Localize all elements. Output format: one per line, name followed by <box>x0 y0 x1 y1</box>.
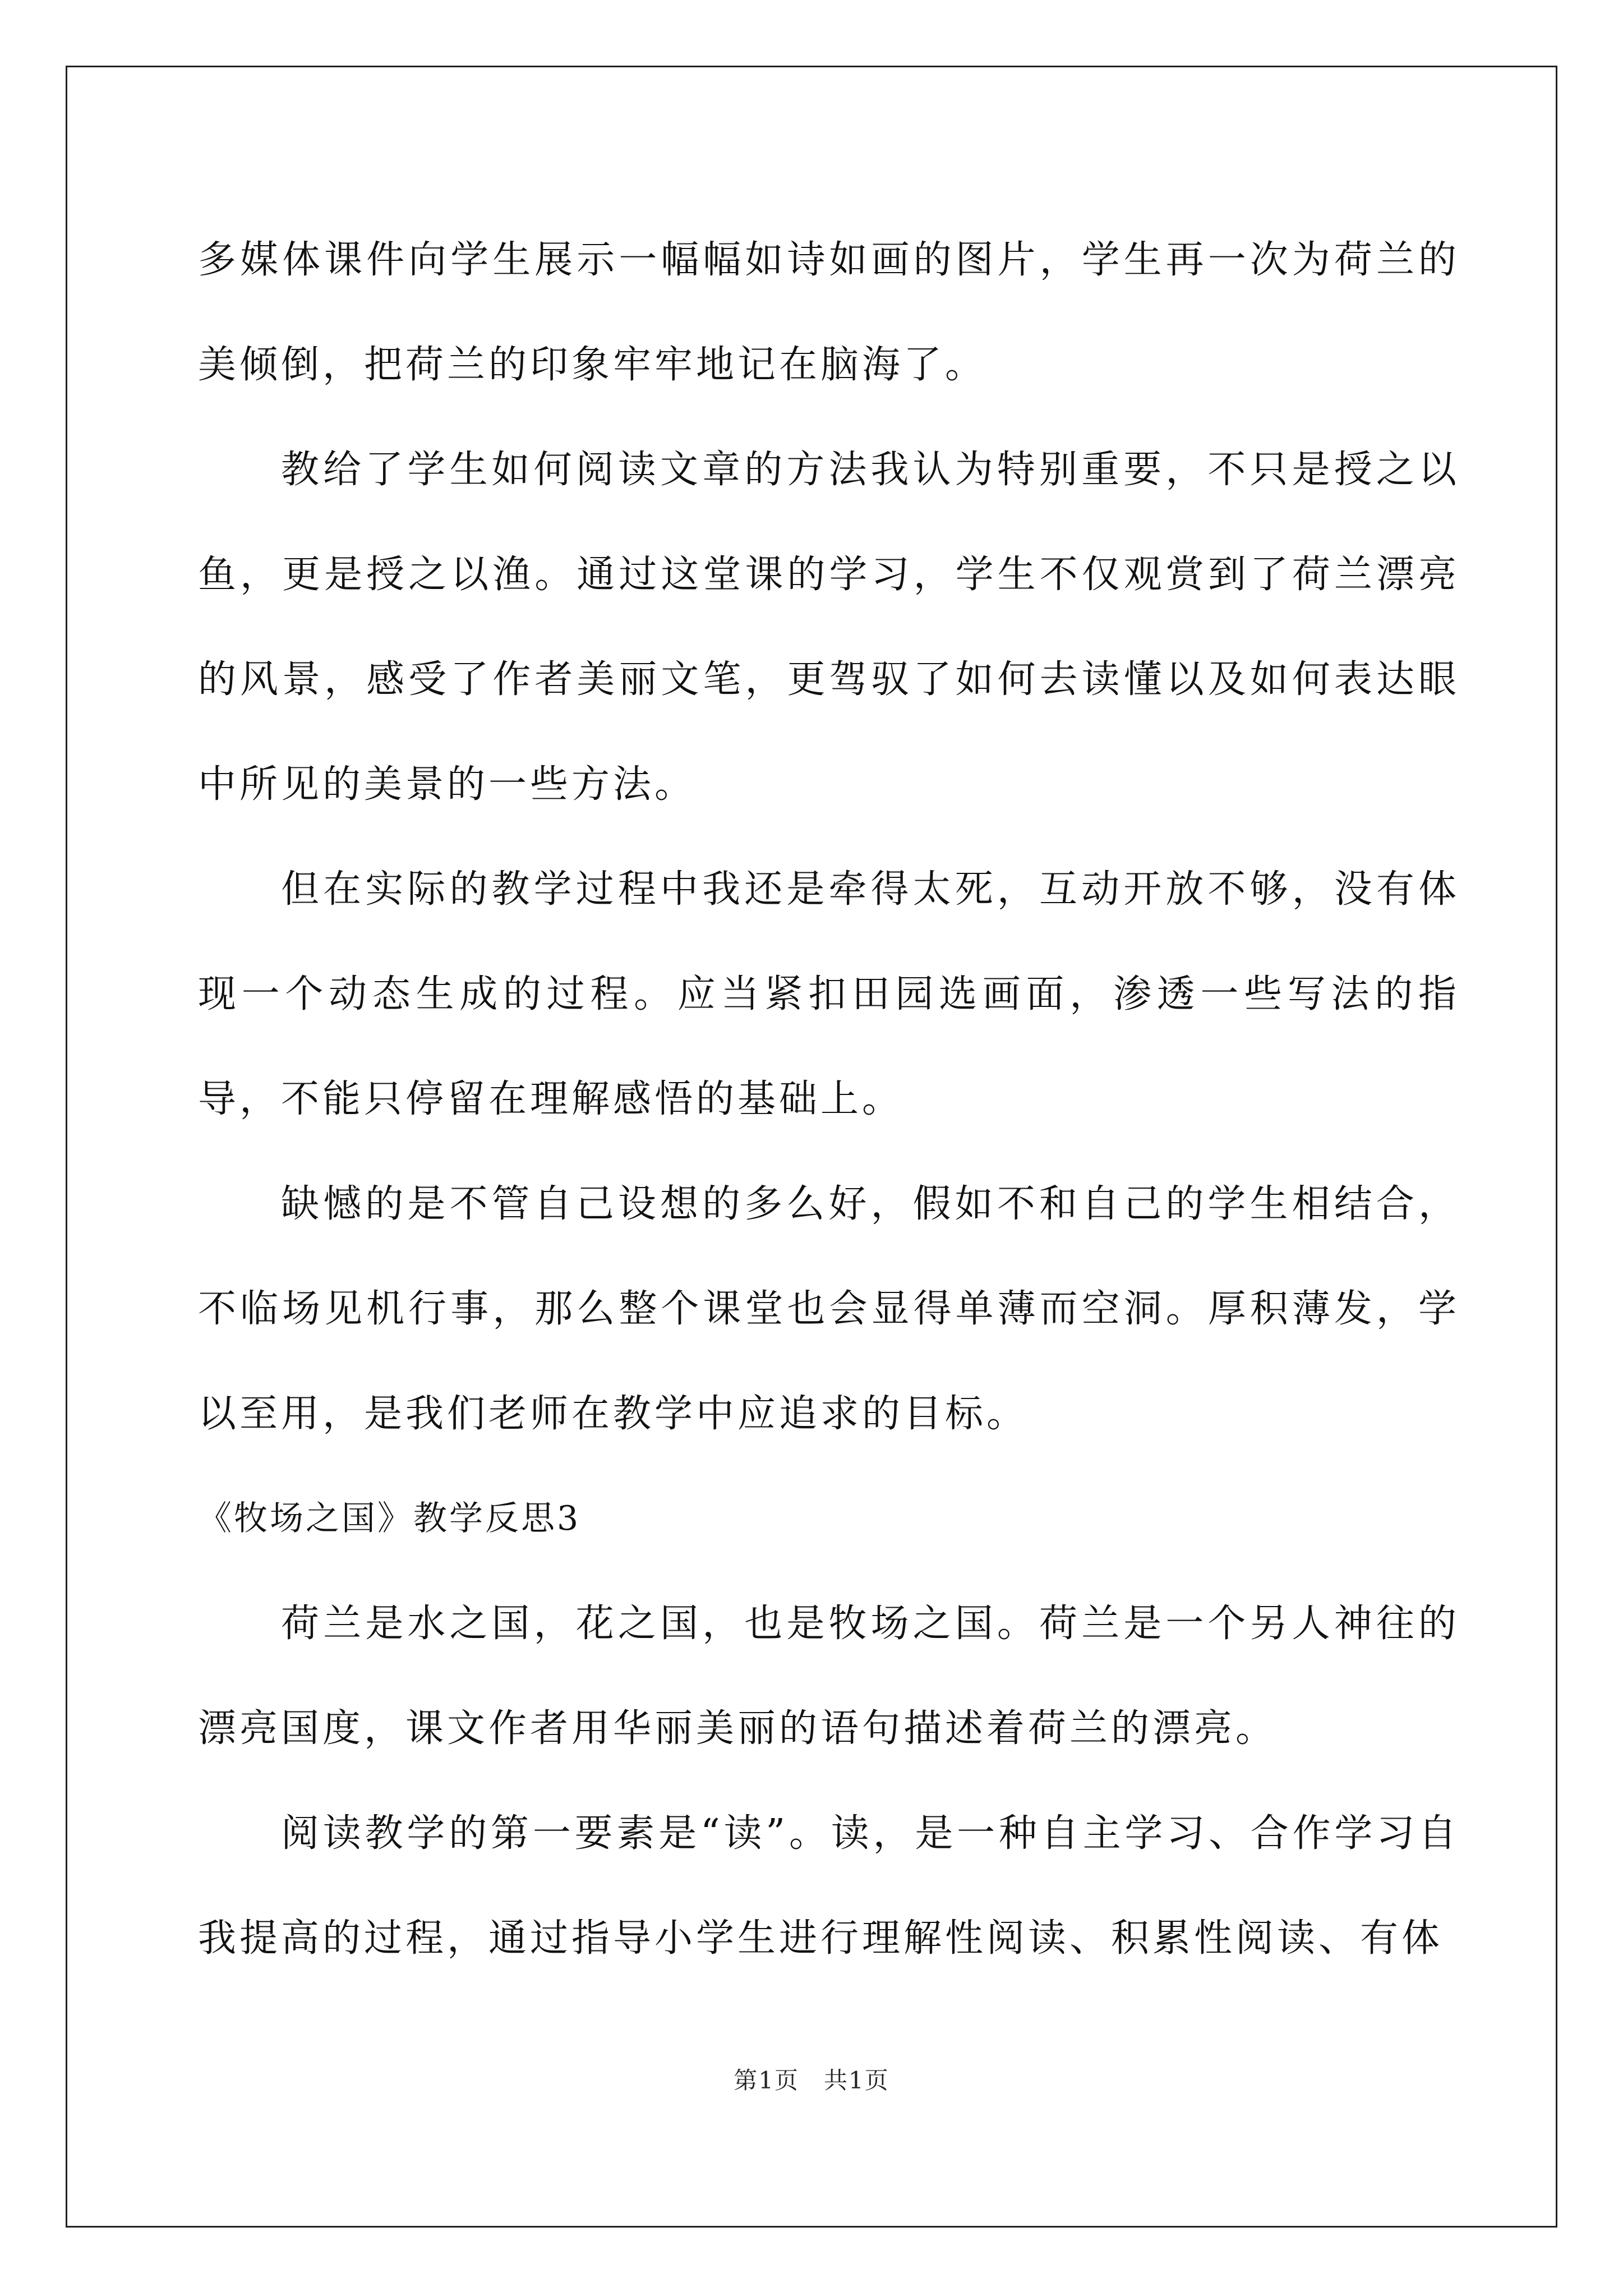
paragraph: 多媒体课件向学生展示一幅幅如诗如画的图片，学生再一次为荷兰的美倾倒，把荷兰的印象牢牢地记在脑海了。 <box>198 238 1460 387</box>
paragraph: 但在实际的教学过程中我还是牵得太死，互动开放不够，没有体现一个动态生成的过程。应当紧扣田园选画面，渗透一些写法的指导，不能只停留在理解感悟的基础上。 <box>198 867 1460 1121</box>
page-footer <box>0 2062 1623 2096</box>
paragraph: 荷兰是水之国，花之国，也是牧场之国。荷兰是一个另人神往的漂亮国度，课文作者用华丽美丽的语句描述着荷兰的漂亮。 <box>198 1602 1460 1751</box>
paragraph: 阅读教学的第一要素是“读”。读，是一种自主学习、合作学习自我提高的过程，通过指导小学生进行理解性阅读、积累性阅读、有体 <box>198 1811 1460 1961</box>
paragraph: 教给了学生如何阅读文章的方法我认为特别重要，不只是授之以鱼，更是授之以渔。通过这堂课的学习，学生不仅观赏到了荷兰漂亮的风景，感受了作者美丽文笔，更驾驭了如何去读懂以及如何表达眼中所见的美景的一些方法。 <box>198 448 1460 807</box>
paragraph: 缺憾的是不管自己设想的多么好，假如不和自己的学生相结合，不临场见机行事，那么整个课堂也会显得单薄而空洞。厚积薄发，学以至用，是我们老师在教学中应追求的目标。 <box>198 1182 1460 1436</box>
page-number: 第1页 <box>734 2067 799 2094</box>
section-heading: 《牧场之国》教学反思3 <box>198 1499 581 1538</box>
page-total: 共1页 <box>824 2067 889 2094</box>
document-body <box>198 208 1460 1991</box>
